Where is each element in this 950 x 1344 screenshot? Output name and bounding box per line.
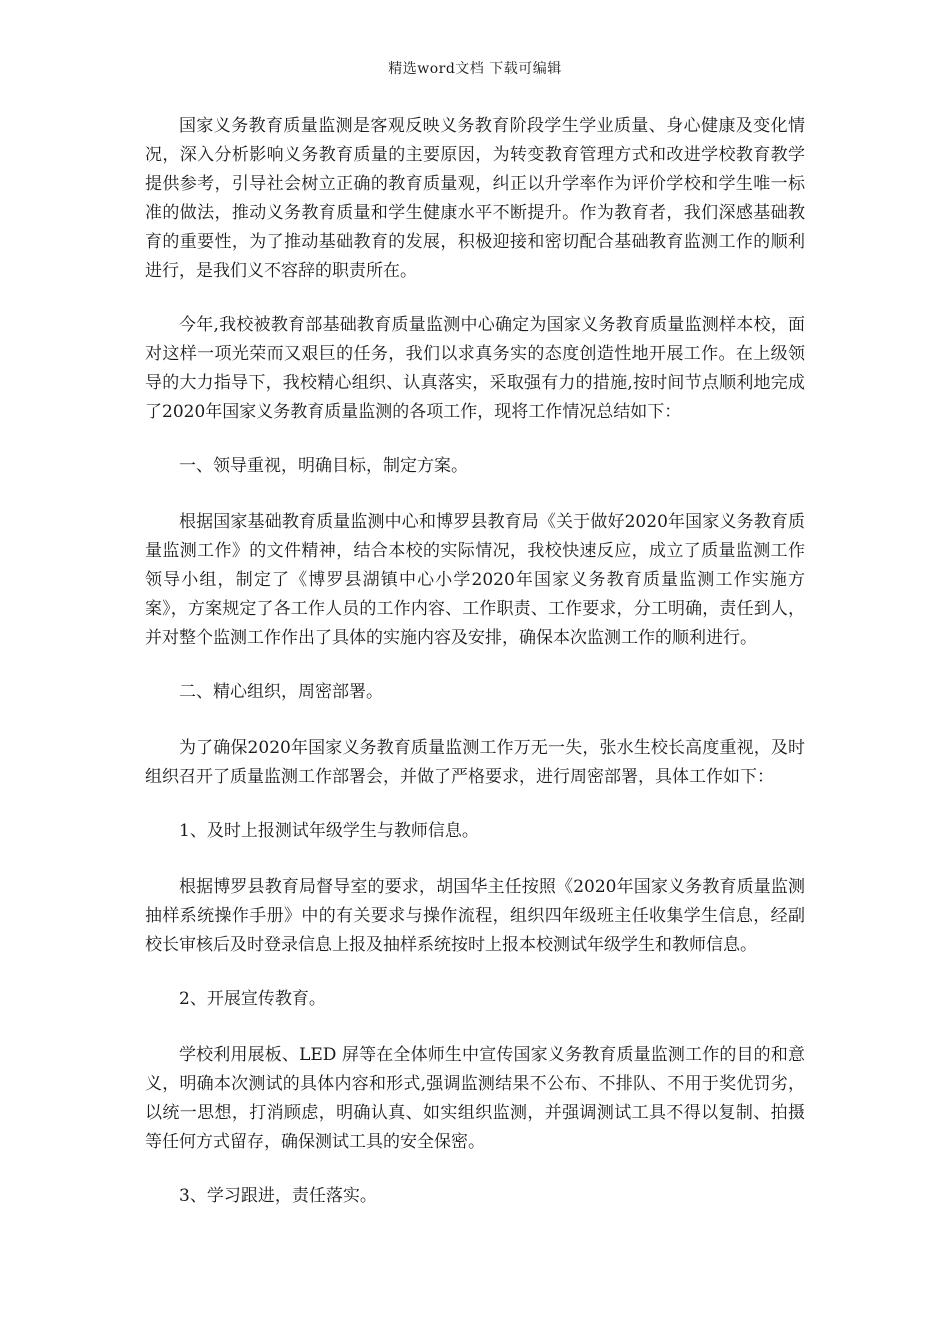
subsection-heading-2: 2、开展宣传教育。 [179,989,326,1009]
subsection-heading-1: 1、及时上报测试年级学生与教师信息。 [179,821,479,841]
section-heading-2: 二、精心组织，周密部署。 [179,682,383,702]
subsection-1-paragraph: 根据博罗县教育局督导室的要求，胡国华主任按照《2020年国家义务教育质量监测抽样系统操作手册》中的有关要求与操作流程，组织四年级班主任收集学生信息，经副校长审核后及时登录信息上报及抽样系统按时上报本校测试年级学生和教师信息。 [145,877,805,955]
intro-paragraph: 国家义务教育质量监测是客观反映义务教育阶段学生学业质量、身心健康及变化情况，深入分析影响义务教育质量的主要原因，为转变教育管理方式和改进学校教育教学提供参考，引导社会树立正确的教育质量观，纠正以升学率作为评价学校和学生唯一标准的做法，推动义务教育质量和学生健康水平不断提升。作为教育者，我们深感基础教育的重要性，为了推动基础教育的发展，积极迎接和密切配合基础教育监测工作的顺利进行，是我们义不容辞的职责所在。 [145,116,805,281]
section-2-paragraph: 为了确保2020年国家义务教育质量监测工作万无一失，张水生校长高度重视，及时组织召开了质量监测工作部署会，并做了严格要求，进行周密部署，具体工作如下： [145,738,805,787]
page-header: 精选word文档 下载可编辑 [388,61,562,77]
subsection-2-paragraph: 学校利用展板、LED 屏等在全体师生中宣传国家义务教育质量监测工作的目的和意义，明确本次测试的具体内容和形式,强调监测结果不公布、不排队、不用于奖优罚劣，以统一思想，打消顾虑，明确认真、如实组织监测，并强调测试工具不得以复制、拍摄等任何方式留存，确保测试工具的安全保密。 [145,1045,805,1152]
subsection-heading-3: 3、学习跟进，责任落实。 [179,1186,377,1206]
overview-paragraph: 今年,我校被教育部基础教育质量监测中心确定为国家义务教育质量监测样本校，面对这样一项光荣而又艰巨的任务，我们以求真务实的态度创造性地开展工作。在上级领导的大力指导下，我校精心组织、认真落实，采取强有力的措施,按时间节点顺利地完成了2020年国家义务教育质量监测的各项工作，现将工作情况总结如下： [145,315,805,422]
document-body [145,112,805,1238]
section-1-paragraph: 根据国家基础教育质量监测中心和博罗县教育局《关于做好2020年国家义务教育质量监测工作》的文件精神，结合本校的实际情况，我校快速反应，成立了质量监测工作领导小组，制定了《博罗县湖镇中心小学2020年国家义务教育质量监测工作实施方案》，方案规定了各工作人员的工作内容、工作职责、工作要求，分工明确，责任到人，并对整个监测工作作出了具体的实施内容及安排，确保本次监测工作的顺利进行。 [145,512,805,648]
section-heading-1: 一、领导重视，明确目标，制定方案。 [179,456,468,476]
